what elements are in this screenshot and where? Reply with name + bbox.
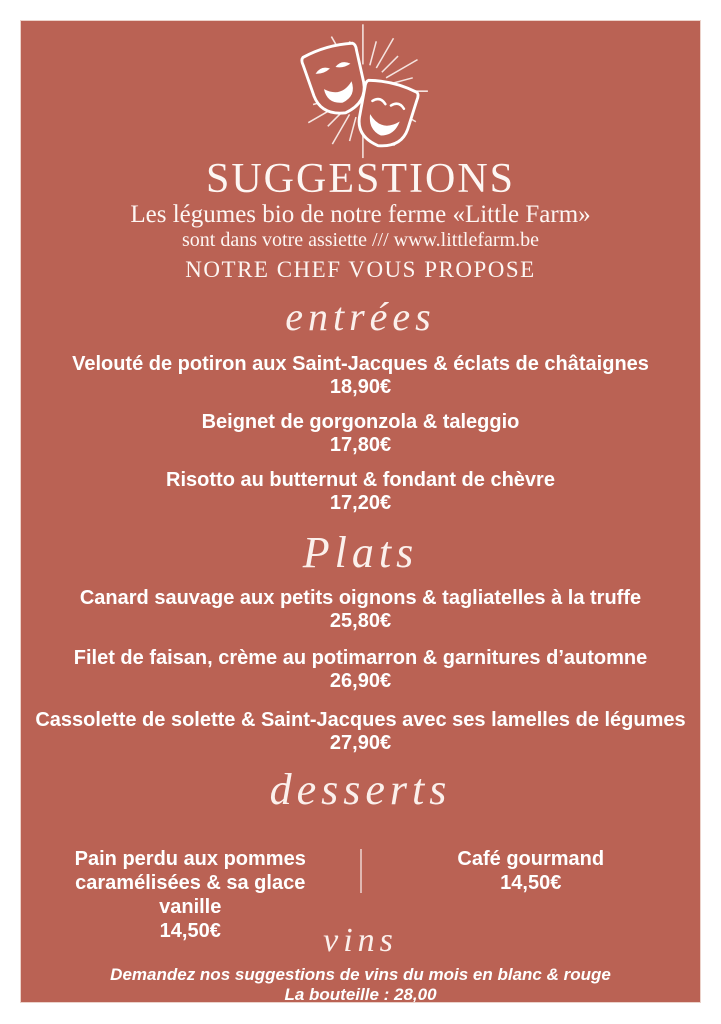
dish-name: Cassolette de solette & Saint-Jacques avec ses lamelles de légumes [35,709,686,731]
dish-price: 14,50€ [500,872,562,894]
dish-price: 18,90€ [329,376,392,398]
wine-bottle-price: La bouteille : 28,00 [284,985,437,1003]
dish-item [21,647,700,693]
dish-name: Risotto au butternut & fondant de chèvre [166,469,555,491]
tagline: sont dans votre assiette /// www.littlefarm.be [182,229,539,251]
dish-name: Café gourmand [457,848,605,870]
dish-price: 14,50€ [159,920,221,942]
section-heading-plats: Plats [302,528,419,577]
section-heading-desserts: desserts [269,765,452,814]
dish-item [21,587,700,633]
menu-panel [20,20,701,1003]
wine-note: Demandez nos suggestions de vins du mois en blanc & rouge [110,965,611,984]
dish-price: 17,20€ [329,492,392,514]
dessert-item [21,847,360,943]
dish-name: Beignet de gorgonzola & taleggio [201,411,520,433]
logo-wrap [21,21,700,169]
dish-item [21,353,700,399]
dish-name: Pain perdu aux pommes caramélisées & sa glace vanille [74,848,306,918]
dish-price: 25,80€ [329,610,392,632]
page-title: SUGGESTIONS [205,156,516,202]
dish-name: Canard sauvage aux petits oignons & tagliatelles à la truffe [79,587,642,609]
dish-name: Velouté de potiron aux Saint-Jacques & éclats de châtaignes [72,353,649,375]
dish-price: 17,80€ [329,434,392,456]
dessert-item [362,847,701,895]
dish-price: 26,90€ [329,670,392,692]
dish-name: Filet de faisan, crème au potimarron & garnitures d’automne [73,647,648,669]
dish-item [21,709,700,755]
dish-item [21,411,700,457]
dish-price: 27,90€ [329,732,392,754]
dish-item [21,469,700,515]
section-heading-entrees: entrées [285,294,436,339]
theater-masks-icon [275,20,447,170]
subtitle: Les légumes bio de notre ferme «Little Farm» [130,201,591,228]
section-heading-vins: vins [323,922,398,959]
chef-intro: NOTRE CHEF VOUS PROPOSE [185,257,536,282]
